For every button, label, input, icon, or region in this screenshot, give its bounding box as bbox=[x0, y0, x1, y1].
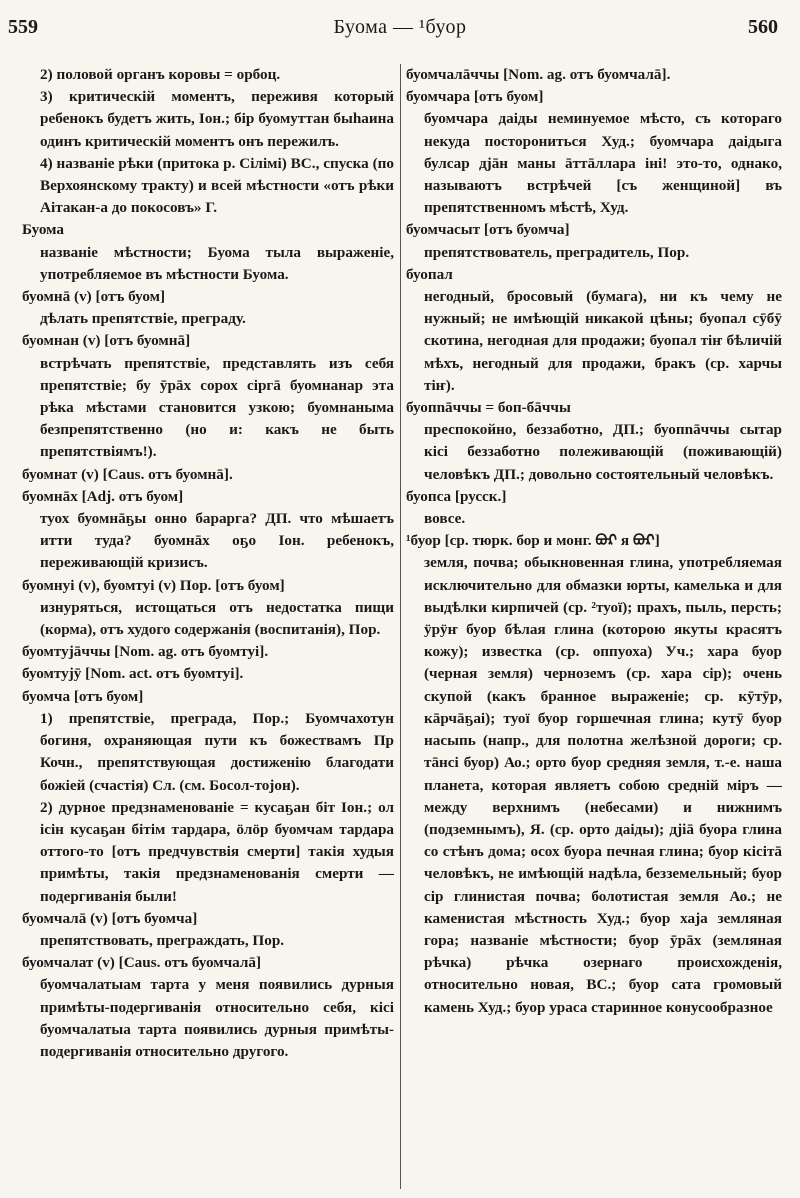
numbered-sense: 3) критическій моментъ, переживя который ребенокъ будетъ жить, Іон.; бір буомуттан быhаина одинъ критическій моментъ онъ пережилъ. bbox=[40, 88, 394, 150]
numbered-sense: 2) половой органъ коровы = орбоц. bbox=[40, 66, 281, 83]
headword-entry: ¹буор [ср. тюрк. бор и монг. ᠪᠤᠷ я ᠪᠤᠷ] bbox=[406, 532, 660, 550]
headword-entry: буопnāччы = боп-бāччы bbox=[406, 399, 571, 417]
headword-entry: буомтуjӯ [Nom. act. отъ буомтуі]. bbox=[22, 665, 244, 683]
headword-entry: буомчасыт [отъ буомча] bbox=[406, 221, 570, 239]
definition-text: изнуряться, истощаться отъ недостатка пищи (корма), отъ худого содержанія (воспитанія), Пор. bbox=[40, 598, 394, 639]
right-column bbox=[406, 64, 782, 1189]
definition-text: препятствователь, преградитель, Пор. bbox=[424, 243, 690, 261]
numbered-sense: 2) дурное предзнаменованіе = кусаҕан біт Іон.; ол ісін кусаҕан бітім тардара, öлöр буомчам тардара оттого-то [отъ предчувствія смерти] такія худыя примѣты, такія предзнаменованія смерти — подергиванія были! bbox=[40, 798, 394, 905]
headword-entry: буомнā (v) [отъ буом] bbox=[22, 288, 166, 306]
running-title: Буома — ¹буор bbox=[333, 16, 467, 38]
headword-entry: буомнат (v) [Caus. отъ буомнā]. bbox=[22, 465, 233, 483]
headword-entry: буомнāх [Adj. отъ буом] bbox=[22, 487, 184, 505]
headword-entry: буопса [русск.] bbox=[406, 487, 507, 505]
headword-entry: буомчалат (v) [Caus. отъ буомчалā] bbox=[22, 954, 262, 972]
headword-entry: буомча [отъ буом] bbox=[22, 687, 144, 705]
definition-text: негодный, бросовый (бумага), ни къ чему не нужный; не имѣющій никакой цѣны; буопал сӯбӯ скотина, негодная для продажи; буопал тіҥ бѣличій мѣхъ, негодный для продажи, бракъ (ср. харчы тіҥ). bbox=[424, 288, 782, 394]
page-number-left: 559 bbox=[8, 16, 38, 38]
definition-text: вовсе. bbox=[424, 510, 466, 528]
left-column bbox=[22, 64, 394, 1189]
headword-entry: буомчалā (v) [отъ буомча] bbox=[22, 909, 198, 927]
column-divider bbox=[400, 64, 401, 1189]
headword-entry: буомтуjāччы [Nom. ag. отъ буомтуі]. bbox=[22, 643, 269, 661]
numbered-sense: 1) препятствіе, преграда, Пор.; Буомчахотун богиня, охраняющая пути къ божествамъ Пр Кочн., препятствующая достиженію благодати божіей (счастія) Сл. (см. Босол-тојон). bbox=[40, 709, 394, 794]
headword-entry: буопал bbox=[406, 265, 453, 283]
definition-text: названіе мѣстности; Буома тыла выраженіе, употребляемое въ мѣстности Буома. bbox=[40, 243, 394, 283]
definition-text: преспокойно, беззаботно, ДП.; буопnāччы сытар кісі беззаботно полеживающій (поживающій) человѣкъ ДП.; довольно состоятельный человѣкъ. bbox=[424, 421, 782, 483]
headword-entry: буомнуі (v), буомтуі (v) Пор. [отъ буом] bbox=[22, 576, 285, 594]
headword-entry: буомчара [отъ буом] bbox=[406, 88, 544, 106]
definition-text: земля, почва; обыкновенная глина, употребляемая исключительно для обмазки юрты, камелька и для выдѣлки кирпичей (ср. ²туої); прахъ, пыль, персть; ӱрӱҥ буор бѣлая глина (которою якуты красятъ кожу); известка (ср. оппуоха) Уч.; хара буор (черная земля) черноземъ (ср. хара сір); очень скупой (какъ бранное выраженіе; ср. кӯтӯр, кāрчāҕаі); туої буор горшечная глина; кутӯ буор насыпь (напр., для полотна желѣзной дороги; ср. тāнсі буор) Ао.; орто буор средняя земля, т.-е. наша планета, которая являетъ собою средній міръ — между верхнимъ (небесами) и нижнимъ (подземнымъ), Я. (ср. орто даіды); дjiā буора глина со стѣнъ дома; осох буора печная глина; буор кісітā человѣкъ, не имѣющій надѣла, безземельный; буор сір глинистая почва; болотистая земля Ао.; не каменистая мѣстность Худ.; буор хаjа земляная гора; названіе мѣстности; буор ӯрāх (земляная рѣчка) рѣчка озернаго происхожденія, относительно новая, ВС.; буор сата громовый камень Худ.; буор ураса старинное конусообразное bbox=[424, 554, 782, 1016]
definition-text: туох буомнāҕы онно баpарга? ДП. что мѣшаетъ итти туда? буомнāх оҕо Іон. ребенокъ, переживающій кризисъ. bbox=[40, 510, 394, 572]
definition-text: дѣлать препятствіе, преграду. bbox=[40, 310, 246, 328]
headword-entry: буомнан (v) [отъ буомнā] bbox=[22, 332, 191, 350]
definition-text: встрѣчать препятствіе, представлять изъ себя препятствіе; бу ӯрāх сорох сіргā буомнанар эта рѣка мѣстами становится узкою; буомнаныма безпрепятственно (но и: какъ не быть препятствіямъ!). bbox=[40, 354, 394, 461]
definition-text: препятствовать, преграждать, Пор. bbox=[40, 931, 285, 949]
page-header bbox=[0, 14, 800, 48]
numbered-sense: 4) названіе рѣки (притока р. Сілімі) ВС., спуска (по Верхоянскому тракту) и всей мѣстности «отъ рѣки Аітакан-а до покосовъ» Г. bbox=[40, 154, 394, 217]
headword-entry: Буома bbox=[22, 221, 65, 239]
page-number-right: 560 bbox=[748, 16, 778, 38]
definition-text: буомчалатыам тарта у меня появились дурныя примѣты-подергиванія относительно себя, кісі буомчалатыа тарта появились дурныя примѣты-подергиванія относительно другого. bbox=[40, 976, 394, 1060]
definition-text: буомчара даіды неминуемое мѣсто, съ котораго некуда посторониться Худ.; буомчара даідыга булсар дjāн маны āттāллара іні! это-то, однако, называютъ встрѣчей [съ женщиной] въ препятственномъ мѣстѣ, Худ. bbox=[424, 110, 782, 217]
headword-entry: буомчалāччы [Nom. ag. отъ буомчалā]. bbox=[406, 66, 671, 83]
